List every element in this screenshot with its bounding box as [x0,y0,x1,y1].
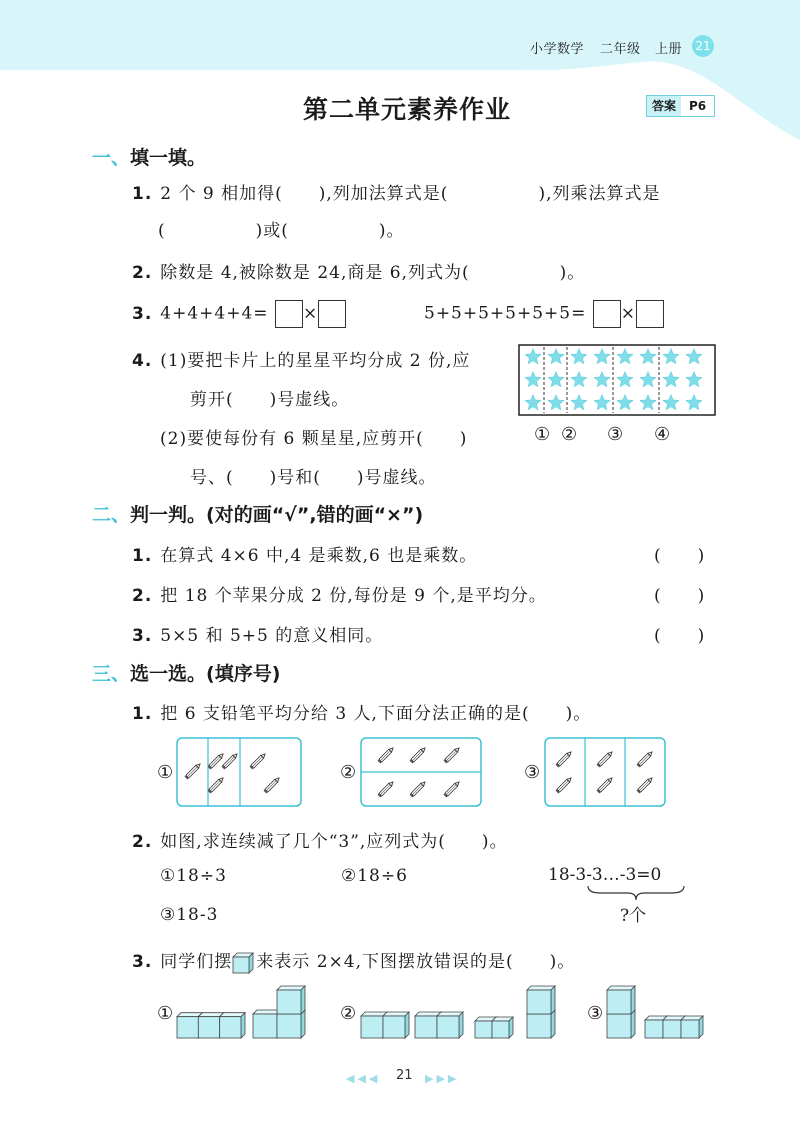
section-1-heading [92,143,206,170]
answer-blank-2-2[interactable]: ( ) [654,586,706,606]
choice-1[interactable]: ①18÷3 [160,866,227,886]
section-3-title: 选一选。(填序号) [130,663,281,685]
option-label-1: ① [157,762,175,783]
question-1-3-b: 5+5+5+5+5+5= × [424,300,664,328]
answer-square[interactable] [636,300,664,328]
cube-block [607,986,635,1014]
header-subject: 小学数学 [530,42,585,57]
option-label-3: ③ [524,762,542,783]
section-2-title: 判一判。(对的画“√”,错的画“×”) [130,504,424,526]
card-label-3: ③ [607,424,625,445]
footer-left-arrows: ◀◀◀ [346,1072,381,1085]
cube-block [527,986,555,1014]
brace-label: ?个 [620,906,647,926]
question-2-3: 3. 5×5 和 5+5 的意义相同。 [132,626,384,646]
cube-pair-1[interactable] [360,1003,410,1039]
question-1-4: 4. (1)要把卡片上的星星平均分成 2 份,应 [132,351,471,371]
cube-option-label-1: ① [157,1003,175,1024]
pencil-option-2[interactable] [360,737,482,807]
cube-option-label-2: ② [340,1003,358,1024]
header-grade: 二年级 [600,42,641,57]
cube-row-3[interactable] [176,1003,246,1039]
page-badge: 21 [692,35,714,57]
star-card [518,344,716,416]
pencil-option-3[interactable] [544,737,666,807]
cube-row-3b[interactable] [644,1003,704,1039]
answer-page: P6 [689,99,707,113]
cube-block [492,1017,513,1038]
question-1-4-cont: 剪开( )号虚线。 [190,390,350,410]
question-1-3: 3. 4+4+4+4= × [132,300,346,328]
option-label-2: ② [340,762,358,783]
question-3-1: 1. 把 6 支铅笔平均分给 3 人,下面分法正确的是( )。 [132,704,592,724]
question-1-4-part2: (2)要使每份有 6 颗星星,应剪开( ) [160,429,468,449]
cube-block [383,1012,409,1038]
choice-2[interactable]: ②18÷6 [341,866,408,886]
cube-block [437,1012,463,1038]
answer-blank-2-3[interactable]: ( ) [654,626,706,646]
answer-square[interactable] [318,300,346,328]
cube-block [233,953,253,973]
cube-block [220,1013,245,1038]
pencil-option-1[interactable] [176,737,302,807]
cube-stack-l[interactable] [252,985,307,1039]
cube-column-1[interactable] [606,985,636,1039]
section-1-title: 填一填。 [130,147,207,169]
cube-icon [232,952,256,974]
cube-block [277,986,305,1014]
section-3-number: 三、 [92,663,131,685]
section-1-number: 一、 [92,147,131,169]
question-1-1: 1. 2 个 9 相加得( ),列加法算式是( ),列乘法算式是 [132,184,661,204]
card-label-4: ④ [654,424,672,445]
page-title: 第二单元素养作业 [303,95,512,124]
curly-brace [586,884,686,902]
footer-right-arrows: ▶▶▶ [425,1072,460,1085]
question-3-3: 3. 同学们摆 来表示 2×4,下图摆放错误的是( )。 [132,952,576,972]
choice-3[interactable]: ③18-3 [160,905,219,925]
card-label-1: ① [534,424,552,445]
section-2-number: 二、 [92,504,131,526]
cube-column-2[interactable] [526,985,556,1039]
cube-pair-3[interactable] [474,1003,514,1039]
option-frame [545,738,665,806]
section-3-heading [92,659,280,686]
question-3-2: 2. 如图,求连续减了几个“3”,应列式为( )。 [132,832,508,852]
question-2-2: 2. 把 18 个苹果分成 2 份,每份是 9 个,是平均分。 [132,586,547,606]
question-1-4-part2-cont: 号、( )号和( )号虚线。 [190,468,437,488]
question-1-1-cont: ( )或( )。 [158,221,405,241]
cube-pair-2[interactable] [414,1003,464,1039]
question-2-1: 1. 在算式 4×6 中,4 是乘数,6 也是乘数。 [132,546,478,566]
card-label-2: ② [561,424,579,445]
option-frame [177,738,301,806]
header-wave [0,0,800,150]
answer-label: 答案 [647,96,681,116]
page-number: 21 [396,1068,413,1083]
answer-square[interactable] [593,300,621,328]
cube-block [681,1016,703,1038]
header-volume: 上册 [655,42,683,57]
answer-blank-2-1[interactable]: ( ) [654,546,706,566]
cube-option-label-3: ③ [587,1003,605,1024]
answer-reference [646,95,715,117]
answer-square[interactable] [275,300,303,328]
subtraction-expression: 18-3-3…-3=0 [548,865,662,885]
question-1-2: 2. 除数是 4,被除数是 24,商是 6,列式为( )。 [132,263,586,283]
section-2-heading [92,500,423,527]
